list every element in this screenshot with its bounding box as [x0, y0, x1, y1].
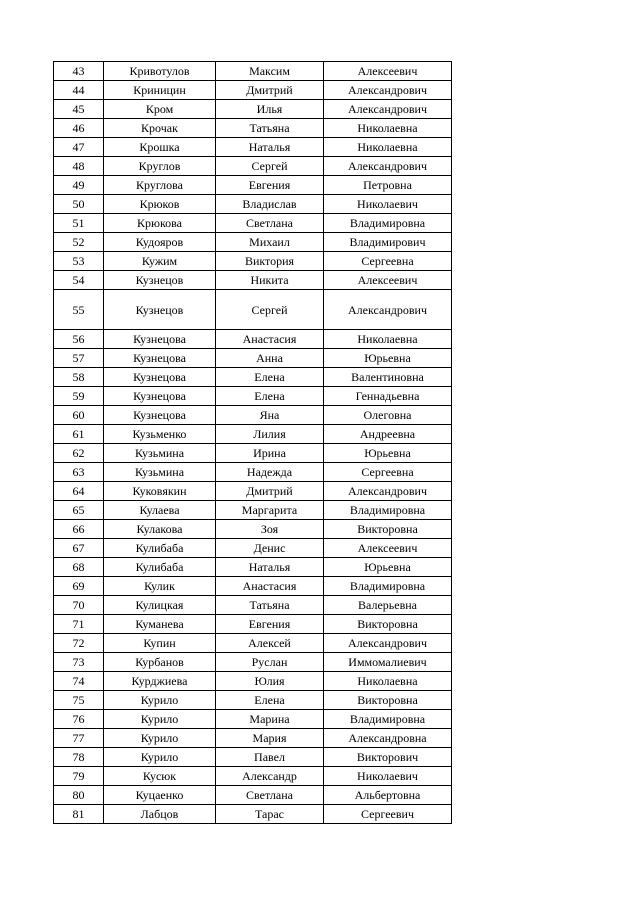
last-name-cell: Куковякин: [104, 482, 216, 501]
roster-body: [54, 62, 452, 824]
last-name-cell: Кузьменко: [104, 425, 216, 444]
table-row: [54, 577, 452, 596]
row-number-cell: 80: [54, 786, 104, 805]
table-row: [54, 81, 452, 100]
last-name-cell: Кулибаба: [104, 558, 216, 577]
row-number-cell: 60: [54, 406, 104, 425]
last-name-cell: Крюкова: [104, 214, 216, 233]
row-number-cell: 54: [54, 271, 104, 290]
row-number-cell: 65: [54, 501, 104, 520]
first-name-cell: Яна: [216, 406, 324, 425]
patronymic-cell: Геннадьевна: [324, 387, 452, 406]
patronymic-cell: Николаевна: [324, 138, 452, 157]
first-name-cell: Надежда: [216, 463, 324, 482]
first-name-cell: Тарас: [216, 805, 324, 824]
patronymic-cell: Владимировна: [324, 577, 452, 596]
last-name-cell: Кузнецова: [104, 406, 216, 425]
first-name-cell: Маргарита: [216, 501, 324, 520]
first-name-cell: Виктория: [216, 252, 324, 271]
row-number-cell: 47: [54, 138, 104, 157]
first-name-cell: Светлана: [216, 214, 324, 233]
row-number-cell: 74: [54, 672, 104, 691]
row-number-cell: 70: [54, 596, 104, 615]
first-name-cell: Юлия: [216, 672, 324, 691]
patronymic-cell: Николаевна: [324, 672, 452, 691]
roster-table: [53, 61, 452, 824]
patronymic-cell: Викторович: [324, 748, 452, 767]
row-number-cell: 50: [54, 195, 104, 214]
patronymic-cell: Андреевна: [324, 425, 452, 444]
last-name-cell: Купин: [104, 634, 216, 653]
last-name-cell: Крочак: [104, 119, 216, 138]
table-row: [54, 615, 452, 634]
first-name-cell: Денис: [216, 539, 324, 558]
table-row: [54, 349, 452, 368]
last-name-cell: Кром: [104, 100, 216, 119]
patronymic-cell: Николаевна: [324, 330, 452, 349]
first-name-cell: Владислав: [216, 195, 324, 214]
row-number-cell: 55: [54, 290, 104, 330]
row-number-cell: 51: [54, 214, 104, 233]
patronymic-cell: Викторовна: [324, 520, 452, 539]
last-name-cell: Кузнецова: [104, 368, 216, 387]
row-number-cell: 59: [54, 387, 104, 406]
first-name-cell: Анастасия: [216, 330, 324, 349]
last-name-cell: Криницин: [104, 81, 216, 100]
table-row: [54, 271, 452, 290]
table-row: [54, 691, 452, 710]
table-row: [54, 786, 452, 805]
first-name-cell: Дмитрий: [216, 81, 324, 100]
patronymic-cell: Николаевич: [324, 195, 452, 214]
table-row: [54, 406, 452, 425]
row-number-cell: 46: [54, 119, 104, 138]
patronymic-cell: Владимирович: [324, 233, 452, 252]
last-name-cell: Кужим: [104, 252, 216, 271]
last-name-cell: Крюков: [104, 195, 216, 214]
row-number-cell: 78: [54, 748, 104, 767]
last-name-cell: Кузнецова: [104, 387, 216, 406]
first-name-cell: Алексей: [216, 634, 324, 653]
last-name-cell: Куманева: [104, 615, 216, 634]
table-row: [54, 62, 452, 81]
last-name-cell: Кулицкая: [104, 596, 216, 615]
last-name-cell: Кулаева: [104, 501, 216, 520]
last-name-cell: Кулибаба: [104, 539, 216, 558]
row-number-cell: 77: [54, 729, 104, 748]
table-row: [54, 290, 452, 330]
table-row: [54, 748, 452, 767]
row-number-cell: 68: [54, 558, 104, 577]
patronymic-cell: Валерьевна: [324, 596, 452, 615]
row-number-cell: 57: [54, 349, 104, 368]
last-name-cell: Курило: [104, 691, 216, 710]
row-number-cell: 58: [54, 368, 104, 387]
last-name-cell: Куцаенко: [104, 786, 216, 805]
last-name-cell: Лабцов: [104, 805, 216, 824]
first-name-cell: Татьяна: [216, 596, 324, 615]
first-name-cell: Марина: [216, 710, 324, 729]
patronymic-cell: Александрович: [324, 482, 452, 501]
patronymic-cell: Владимировна: [324, 710, 452, 729]
table-row: [54, 558, 452, 577]
first-name-cell: Зоя: [216, 520, 324, 539]
patronymic-cell: Алексеевич: [324, 539, 452, 558]
row-number-cell: 53: [54, 252, 104, 271]
last-name-cell: Кривотулов: [104, 62, 216, 81]
patronymic-cell: Александровна: [324, 729, 452, 748]
patronymic-cell: Александрович: [324, 634, 452, 653]
patronymic-cell: Александрович: [324, 157, 452, 176]
row-number-cell: 63: [54, 463, 104, 482]
table-row: [54, 634, 452, 653]
last-name-cell: Кузнецов: [104, 271, 216, 290]
first-name-cell: Елена: [216, 368, 324, 387]
table-row: [54, 596, 452, 615]
last-name-cell: Круглов: [104, 157, 216, 176]
row-number-cell: 48: [54, 157, 104, 176]
first-name-cell: Наталья: [216, 558, 324, 577]
patronymic-cell: Владимировна: [324, 501, 452, 520]
row-number-cell: 67: [54, 539, 104, 558]
table-row: [54, 100, 452, 119]
first-name-cell: Татьяна: [216, 119, 324, 138]
patronymic-cell: Петровна: [324, 176, 452, 195]
last-name-cell: Курило: [104, 748, 216, 767]
table-row: [54, 520, 452, 539]
last-name-cell: Курбанов: [104, 653, 216, 672]
first-name-cell: Павел: [216, 748, 324, 767]
last-name-cell: Курджиева: [104, 672, 216, 691]
table-row: [54, 729, 452, 748]
last-name-cell: Курило: [104, 729, 216, 748]
first-name-cell: Никита: [216, 271, 324, 290]
table-row: [54, 176, 452, 195]
patronymic-cell: Сергеевна: [324, 252, 452, 271]
first-name-cell: Александр: [216, 767, 324, 786]
last-name-cell: Кузьмина: [104, 444, 216, 463]
patronymic-cell: Юрьевна: [324, 349, 452, 368]
row-number-cell: 52: [54, 233, 104, 252]
patronymic-cell: Олеговна: [324, 406, 452, 425]
row-number-cell: 71: [54, 615, 104, 634]
table-row: [54, 653, 452, 672]
last-name-cell: Круглова: [104, 176, 216, 195]
row-number-cell: 43: [54, 62, 104, 81]
row-number-cell: 69: [54, 577, 104, 596]
patronymic-cell: Альбертовна: [324, 786, 452, 805]
patronymic-cell: Юрьевна: [324, 558, 452, 577]
patronymic-cell: Александрович: [324, 100, 452, 119]
last-name-cell: Крошка: [104, 138, 216, 157]
last-name-cell: Кудояров: [104, 233, 216, 252]
table-row: [54, 214, 452, 233]
first-name-cell: Ирина: [216, 444, 324, 463]
first-name-cell: Сергей: [216, 290, 324, 330]
table-row: [54, 195, 452, 214]
first-name-cell: Наталья: [216, 138, 324, 157]
table-row: [54, 425, 452, 444]
patronymic-cell: Николаевна: [324, 119, 452, 138]
table-row: [54, 482, 452, 501]
first-name-cell: Сергей: [216, 157, 324, 176]
table-row: [54, 330, 452, 349]
last-name-cell: Кулик: [104, 577, 216, 596]
row-number-cell: 75: [54, 691, 104, 710]
table-row: [54, 368, 452, 387]
first-name-cell: Евгения: [216, 615, 324, 634]
last-name-cell: Кузнецова: [104, 349, 216, 368]
table-row: [54, 444, 452, 463]
first-name-cell: Анна: [216, 349, 324, 368]
last-name-cell: Кузнецов: [104, 290, 216, 330]
patronymic-cell: Сергеевна: [324, 463, 452, 482]
patronymic-cell: Александрович: [324, 290, 452, 330]
last-name-cell: Кузьмина: [104, 463, 216, 482]
first-name-cell: Илья: [216, 100, 324, 119]
patronymic-cell: Иммомалиевич: [324, 653, 452, 672]
row-number-cell: 73: [54, 653, 104, 672]
patronymic-cell: Александрович: [324, 81, 452, 100]
first-name-cell: Светлана: [216, 786, 324, 805]
table-row: [54, 157, 452, 176]
row-number-cell: 62: [54, 444, 104, 463]
patronymic-cell: Викторовна: [324, 615, 452, 634]
table-row: [54, 252, 452, 271]
row-number-cell: 64: [54, 482, 104, 501]
first-name-cell: Дмитрий: [216, 482, 324, 501]
patronymic-cell: Владимировна: [324, 214, 452, 233]
patronymic-cell: Валентиновна: [324, 368, 452, 387]
first-name-cell: Руслан: [216, 653, 324, 672]
last-name-cell: Кулакова: [104, 520, 216, 539]
first-name-cell: Елена: [216, 387, 324, 406]
table-row: [54, 672, 452, 691]
table-row: [54, 463, 452, 482]
patronymic-cell: Юрьевна: [324, 444, 452, 463]
patronymic-cell: Алексеевич: [324, 62, 452, 81]
table-row: [54, 805, 452, 824]
last-name-cell: Курило: [104, 710, 216, 729]
table-row: [54, 539, 452, 558]
table-row: [54, 710, 452, 729]
row-number-cell: 45: [54, 100, 104, 119]
last-name-cell: Кузнецова: [104, 330, 216, 349]
table-row: [54, 119, 452, 138]
last-name-cell: Кусюк: [104, 767, 216, 786]
first-name-cell: Елена: [216, 691, 324, 710]
row-number-cell: 44: [54, 81, 104, 100]
row-number-cell: 76: [54, 710, 104, 729]
first-name-cell: Анастасия: [216, 577, 324, 596]
first-name-cell: Михаил: [216, 233, 324, 252]
first-name-cell: Мария: [216, 729, 324, 748]
table-row: [54, 233, 452, 252]
patronymic-cell: Викторовна: [324, 691, 452, 710]
row-number-cell: 61: [54, 425, 104, 444]
patronymic-cell: Алексеевич: [324, 271, 452, 290]
first-name-cell: Лилия: [216, 425, 324, 444]
table-row: [54, 387, 452, 406]
table-row: [54, 767, 452, 786]
row-number-cell: 81: [54, 805, 104, 824]
row-number-cell: 66: [54, 520, 104, 539]
first-name-cell: Евгения: [216, 176, 324, 195]
table-row: [54, 501, 452, 520]
patronymic-cell: Сергеевич: [324, 805, 452, 824]
table-row: [54, 138, 452, 157]
row-number-cell: 49: [54, 176, 104, 195]
row-number-cell: 79: [54, 767, 104, 786]
first-name-cell: Максим: [216, 62, 324, 81]
row-number-cell: 72: [54, 634, 104, 653]
patronymic-cell: Николаевич: [324, 767, 452, 786]
row-number-cell: 56: [54, 330, 104, 349]
